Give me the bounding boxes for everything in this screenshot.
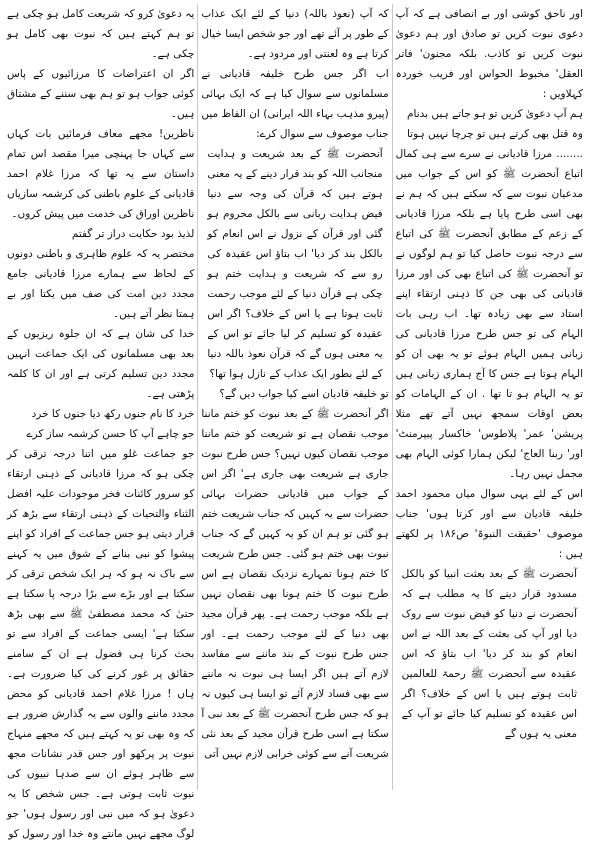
text-column-middle [198, 4, 391, 790]
quoted-passage: آنحضرت ﷺ کے بعد بعثت انبیا کو بالکل مسدود قرار دینے کا یہ مطلب ہے کہ آنحضرت نے دنیا کو فیض نبوت سے روک دیا اور آپ کی بعثت کے بعد اللہ نے اس انعام کو بند کر دیا' اب بتاؤ کہ اس عقیدہ سے آنحضرت ﷺ رحمۃ للعالمین ثابت ہوتے ہیں یا اس کے خلاف؟ اگر اس عقیدہ کو تسلیم کیا جائے تو آپ کے معنی یہ ہوں گے [401, 568, 577, 740]
text-column-left [4, 4, 197, 840]
paragraph: اور ناحق کوشی اور بے انصافی ہے کہ آپ دعوی نبوت کریں تو صادق اور ہم دعویٰ نبوت کریں تو کاذب. بلکہ مجنون' فاتر العقل' مخبوط الحواس اور فریب خوردہ کہلاویں : [395, 8, 583, 100]
paragraph: مختصر یہ کہ علوم ظاہری و باطنی دونوں کے لحاظ سے ہمارے مرزا قادیانی جامع مجدد دین امت کی صف میں یکتا اور بے ہمتا نظر آتے ہیں۔ [7, 248, 195, 320]
paragraph: تو خلیفہ قادیان اسے کیا جواب دیں گے؟ [219, 388, 389, 400]
paragraph: اب اگر جس طرح خلیفہ قادیانی نے مسلمانوں سے سوال کیا ہے کہ ایک بہائی (پیرو مذہب بہاء اللہ ایرانی) ان الفاظ میں جناب موصوف سے سوال کرے: [201, 68, 389, 140]
paragraph: اگر آنحضرت ﷺ کے بعد نبوت کو ختم ماننا موجب نقصان ہے تو شریعت کو ختم ماننا موجب نقصان کیوں نہیں؟ جس طرح نبوت جاری ہے شریعت بھی جاری ہے' اگر اس کے جواب میں قادیانی حضرات بہائی حضرات سے یہ کہیں کہ جناب شریعت ختم ہو گئی تو ہم ان کو یہ کہیں گے کہ جناب نبوت بھی ختم ہو گئی۔ جس طرح شریعت کا ختم ہونا تمہارے نزدیک نقصان ہے اس طرح نبوت کا ختم ہونا بھی نقصان نہیں ہے بلکہ موجب رحمت ہے۔ پھر قرآن مجید بھی دنیا کے لئے موجب رحمت ہے۔ اور جس طرح نبوت کے بند ماننے سے مفاسد لازم آتے ہیں اگر ایسا ہی نبوت نہ ماننے سے بھی فساد لازم آئے تو ایسا ہی کیوں نہ ہو کہ جس طرح آنحضرت ﷺ کے بعد نبی آ سکتا ہے اسی طرح قرآن مجید کے بعد نئی شریعت آنے سے کوئی خرابی لازم نہیں آتی [201, 408, 389, 760]
paragraph: جو جماعت غلو میں اتنا درجہ ترقی کر چکی ہو کہ مرزا قادیانی کے ذہنی ارتقاء کو سرور کائنات فخر موجودات علیہ افضل الثناء والتحیات کے ذہنی ارتقاء سے بڑھ کر قرار دیتی ہو جس جماعت کے افراد کو اپنے پیشوا کو نبی بنانے کے شوق میں یہ کہنے سے باک نہ ہو کہ ہر ایک شخص ترقی کر سکتا ہے اور بڑے سے بڑا درجہ پا سکتا ہے حتیٰ کہ محمد مصطفیٰ ﷺ سے بھی بڑھ سکتا ہے' ایسی جماعت کے افراد سے تو بحث کرنا ہی فضول ہے ان کے سامنے حقائق پر غور کرنے کی کیا ضرورت ہے۔ ہاں ! مرزا غلام احمد قادیانی کو محض مجدد ماننے والوں سے یہ گذارش ضرور ہے کہ وہ بھی تو یہ کہتے ہیں کہ مجھے منہاج نبوت پر پرکھو اور جس قدر نشانات مجھ سے ظاہر ہوئے ان سے صدہا نبیوں کی نبوت ثابت ہوتی ہے۔ جس شخص کا یہ دعویٰ ہو کہ میں نبی اور رسول ہوں' جو لوگ مجھے نہیں مانتے وہ خدا اور رسول کو [7, 448, 195, 840]
quoted-passage: آنحضرت ﷺ کے بعد شریعت و ہدایت منجانب اللہ کو بند قرار دینے کے یہ معنی ہوتے ہیں کہ قرآن کی وجہ سے دنیا فیض ہدایت ربانی سے بالکل محروم ہو گئی اور قرآن کے نزول نے اس انعام کو بالکل بند کر دیا' اب بتاؤ اس عقیدہ کی رو سے کہ شریعت و ہدایت ختم ہو چکی ہے قرآن دنیا کے لئے موجب رحمت ثابت ہوتا ہے یا اس کے خلاف؟ اگر اس عقیدہ کو تسلیم کر لیا جائے تو اس کے یہ معنی ہوں گے کہ قرآن نعوذ باللہ دنیا کے لئے بطور ایک عذاب کے نازل ہوا تھا؟ [207, 148, 383, 380]
paragraph: ناظرین! مجھے معاف فرمائیں بات کہاں سے کہاں جا پہنچی میرا مقصد اس تمام داستان سے یہ تھا کہ مرزا غلام احمد قادیانی کے علوم باطنی کی کرشمہ سازیاں ناظرین اوراق کی خدمت میں پیش کروں۔ [7, 128, 195, 220]
verse-line: ہم آپ دعویٰ کریں تو ہو جاتے ہیں بدنام [407, 108, 583, 120]
paragraph: اگر ان اعتراضات کا مرزائیوں کے پاس کوئی جواب ہو تو ہم بھی سننے کے مشتاق ہیں۔ [7, 68, 195, 120]
paragraph: کہ آپ (نعوذ باللہ) دنیا کے لئے ایک عذاب کے طور پر آئے تھے اور جو شخص ایسا خیال کرتا ہے وہ لعنتی اور مردود ہے۔ [201, 8, 389, 60]
verse-line: جو چاہے آپ کا حسن کرشمہ ساز کرے [26, 428, 195, 440]
verse-line: لذیذ بود حکایت دراز تر گفتم [71, 228, 195, 240]
paragraph: یہ دعویٰ کرو کہ شریعت کامل ہو چکی ہے تو ہم کہتے ہیں کہ نبوت بھی کامل ہو چکی ہے۔ [7, 8, 195, 60]
paragraph: ........ مرزا قادیانی نے سرے سے ہی کمال اتباع آنحضرت ﷺ کو اس کے جواب میں مدعیان نبوت سے کہ سکتے ہیں کہ ہم نے بھی اسی طرح پایا ہے بلکہ مرزا قادیانی کے زعم کے مطابق آنحضرت ﷺ کی اتباع سے درجہ نبوت حاصل کیا تو ہم لوگوں نے تو آنحضرت ﷺ کی اتباع بھی کی اور مرزا قادیانی کی بھی جن کا ذہنی ارتقاء اپنے استاد سے بھی زیادہ تھا۔ اب رہی بات الہام کی تو جس طرح مرزا قادیانی کی زبانی ہمیں الہام ہوئے تو یہ بھی ان کو الہام ہوتا ہے جس کا آج ہماری زبانی ہیں تو یہ الہام ہو تا تھا . ان کے الہامات کو بعض اوقات سمجھ نہیں آتے تھے مثلا پریشن' عمر' پلاطوس' خاکسار پیپرمنٹ' اور' ربنا العاج' لیکن ہمارا کوئی الہام بھی مجمل نہیں رہا۔ [395, 148, 583, 480]
paragraph: اس کے لئے یہی سوال میاں محمود احمد خلیفہ قادیان سے اور کرتا ہوں' جناب موصوف 'حقیقت النبوۃ' ص۱۸۶ پر لکھتے ہیں : [395, 488, 583, 560]
verse-line: وہ قتل بھی کرتے ہیں تو چرچا نہیں ہوتا [406, 128, 583, 140]
verse-line: خرد کا نام جنوں رکھ دیا جنوں کا خرد [31, 408, 195, 420]
paragraph: خدا کی شان ہے کہ ان جلوہ ریزیوں کے بعد بھی مسلمانوں کی ایک جماعت انہیں مجدد دین تسلیم کرتی ہے اور ان کا کلمہ پڑھتی ہے۔ [7, 328, 195, 400]
text-column-right [393, 4, 586, 790]
